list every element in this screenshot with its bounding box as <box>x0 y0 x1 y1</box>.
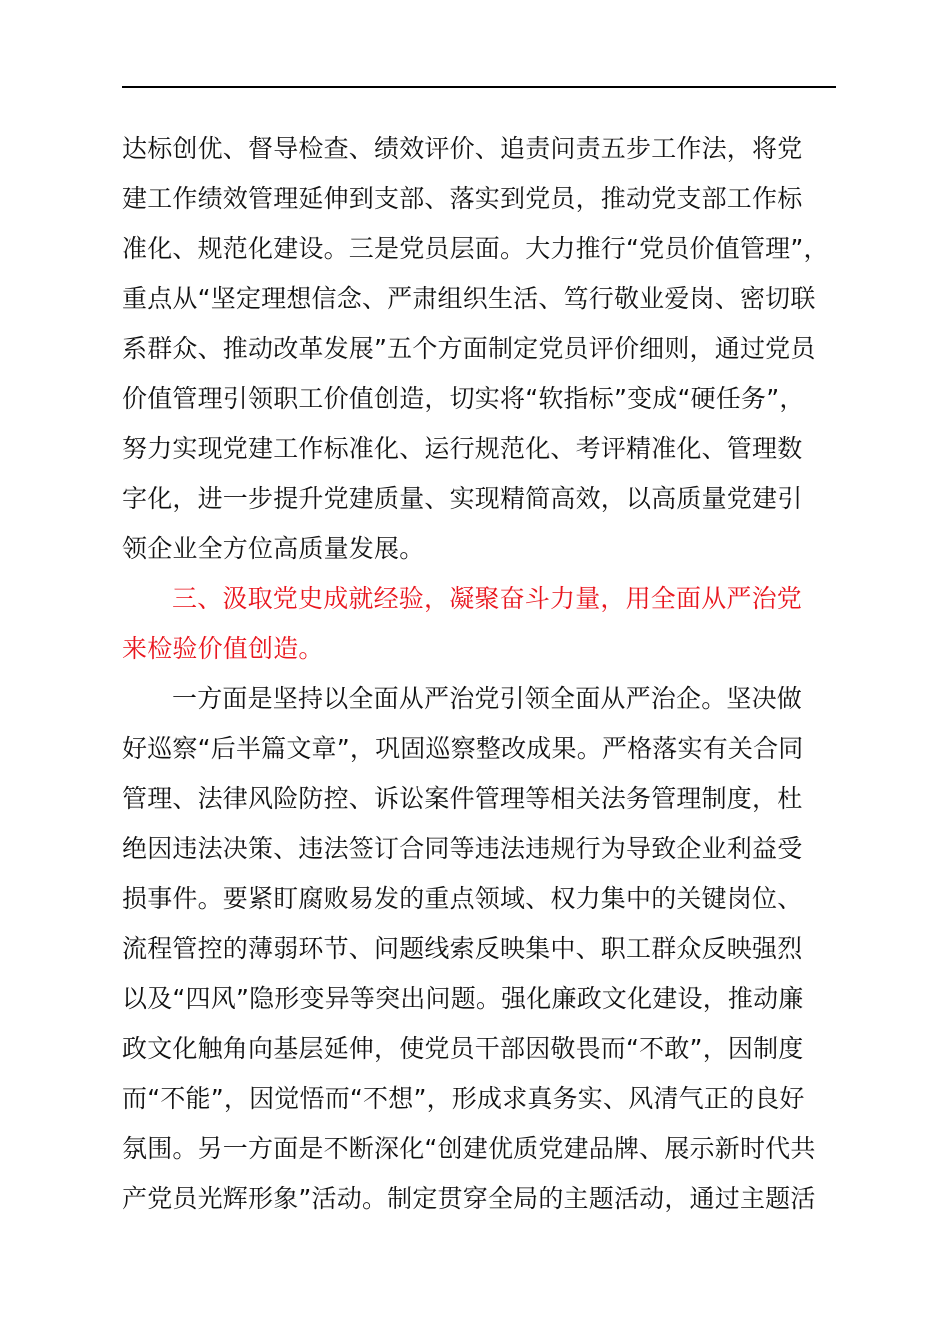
text-line: 努力实现党建工作标准化、运行规范化、考评精准化、管理数 <box>122 434 803 463</box>
text-line: 字化，进一步提升党建质量、实现精简高效，以高质量党建引 <box>122 484 803 513</box>
text-line: 好巡察“后半篇文章”，巩固巡察整改成果。严格落实有关合同 <box>122 734 804 763</box>
text-line: 政文化触角向基层延伸，使党员干部因敬畏而“不敢”，因制度 <box>122 1034 804 1063</box>
text-line: 领企业全方位高质量发展。 <box>122 534 425 563</box>
text-line: 氛围。另一方面是不断深化“创建优质党建品牌、展示新时代共 <box>122 1134 816 1163</box>
paragraph-2 <box>122 674 842 1224</box>
text-line: 而“不能”，因觉悟而“不想”，形成求真务实、风清气正的良好 <box>122 1084 805 1113</box>
text-line: 产党员光辉形象”活动。制定贯穿全局的主题活动，通过主题活 <box>122 1184 816 1213</box>
text-line: 绝因违法决策、违法签订合同等违法违规行为导致企业利益受 <box>122 834 803 863</box>
text-line: 一方面是坚持以全面从严治党引领全面从严治企。坚决做 <box>172 684 803 713</box>
text-line: 管理、法律风险防控、诉讼案件管理等相关法务管理制度，杜 <box>122 784 803 813</box>
text-line: 以及“四风”隐形变异等突出问题。强化廉政文化建设，推动廉 <box>122 984 804 1013</box>
text-line: 损事件。要紧盯腐败易发的重点领域、权力集中的关键岗位、 <box>122 884 803 913</box>
heading-line: 三、汲取党史成就经验，凝聚奋斗力量，用全面从严治党 <box>172 584 803 613</box>
section-heading <box>122 574 842 674</box>
text-line: 达标创优、督导检查、绩效评价、追责问责五步工作法，将党 <box>122 134 803 163</box>
text-line: 建工作绩效管理延伸到支部、落实到党员，推动党支部工作标 <box>122 184 803 213</box>
text-line: 重点从“坚定理想信念、严肃组织生活、笃行敬业爱岗、密切联 <box>122 284 816 313</box>
paragraph-1 <box>122 124 842 574</box>
header-rule <box>122 86 836 88</box>
text-line: 价值管理引领职工价值创造，切实将“软指标”变成“硬任务”， <box>122 384 805 413</box>
text-line: 系群众、推动改革发展”五个方面制定党员评价细则，通过党员 <box>122 334 816 363</box>
text-line: 准化、规范化建设。三是党员层面。大力推行“党员价值管理”， <box>122 234 829 263</box>
heading-line: 来检验价值创造。 <box>122 634 324 663</box>
document-body <box>122 124 842 1224</box>
text-line: 流程管控的薄弱环节、问题线索反映集中、职工群众反映强烈 <box>122 934 803 963</box>
